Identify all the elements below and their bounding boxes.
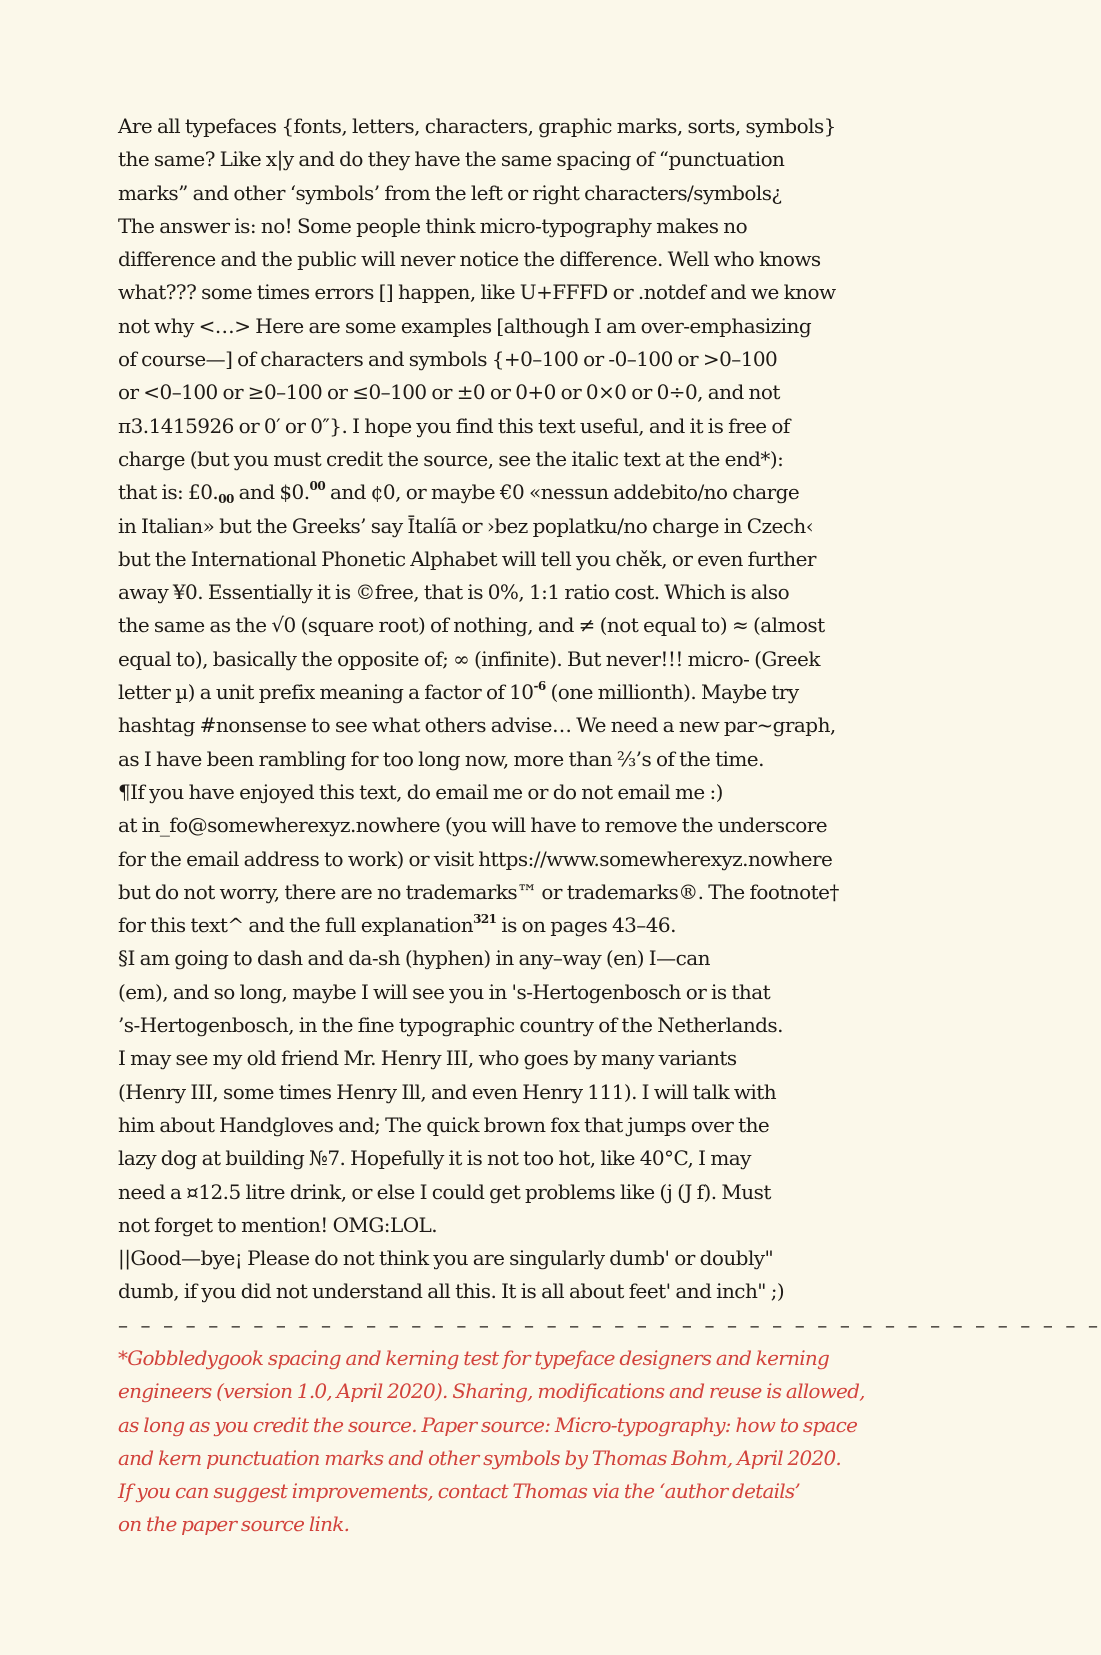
body-line: the same as the √0 (square root) of nothing, and ≠ (not equal to) ≈ (almost xyxy=(118,613,825,638)
footnote-line: as long as you credit the source. Paper source: Micro-typography: how to space xyxy=(118,1412,858,1437)
superscript: -6 xyxy=(533,679,546,694)
body-line: difference and the public will never notice the difference. Well who knows xyxy=(118,247,821,272)
body-line: for the email address to work) or visit https://www.somewherexyz.nowhere xyxy=(118,846,833,871)
body-line: not why <…> Here are some examples [although I am over-emphasizing xyxy=(118,313,812,338)
body-line: (em), and so long, maybe I will see you in 's-Hertogenbosch or is that xyxy=(118,979,771,1004)
body-line: the same? Like x|y and do they have the same spacing of “punctuation xyxy=(118,147,785,172)
body-line: ||Good—bye¡ Please do not think you are singularly dumb' or doubly" xyxy=(118,1246,774,1271)
body-line: at in_fo@somewherexyz.nowhere (you will have to remove the underscore xyxy=(118,813,828,838)
line-part: and $0. xyxy=(233,480,310,505)
body-line: lazy dog at building №7. Hopefully it is not too hot, like 40°C, I may xyxy=(118,1146,751,1171)
body-line: charge (but you must credit the source, see the italic text at the end*): xyxy=(118,446,784,471)
body-line: in Italian» but the Greeks’ say Ītalíā or ›bez poplatku/no charge in Czech‹ xyxy=(118,513,814,538)
body-text xyxy=(118,110,888,1309)
body-line: ’s-Hertogenbosch, in the fine typographic country of the Netherlands. xyxy=(118,1013,783,1038)
body-line xyxy=(118,676,888,709)
body-line: Are all typefaces {fonts, letters, characters, graphic marks, sorts, symbols} xyxy=(118,114,836,138)
footnote-line: and kern punctuation marks and other symbols by Thomas Bohm, April 2020. xyxy=(118,1445,842,1470)
body-line: not forget to mention! OMG:LOL. xyxy=(118,1212,438,1237)
body-line: what??? some times errors [] happen, like U+FFFD or .notdef and we know xyxy=(118,280,836,305)
body-line: or <0–100 or ≥0–100 or ≤0–100 or ±0 or 0+0 or 0×0 or 0÷0, and not xyxy=(118,380,780,405)
line-part: (one millionth). Maybe try xyxy=(545,680,799,705)
footnote-line: *Gobbledygook spacing and kerning test for typeface designers and kerning xyxy=(118,1345,830,1370)
body-line: ¶If you have enjoyed this text, do email me or do not email me :) xyxy=(118,779,723,804)
line-part: for this text^ and the full explanation xyxy=(118,913,474,938)
body-line xyxy=(118,909,888,942)
footnote-line: If you can suggest improvements, contact Thomas via the ‘author details’ xyxy=(118,1479,801,1504)
body-line: π3.1415926 or 0′ or 0″}. I hope you find this text useful, and it is free of xyxy=(118,413,790,438)
body-line: (Henry III, some times Henry Ill, and even Henry 111). I will talk with xyxy=(118,1079,777,1104)
body-line: but the International Phonetic Alphabet will tell you chěk, or even further xyxy=(118,546,816,571)
body-line: §I am going to dash and da-sh (hyphen) in any–way (en) I—can xyxy=(118,946,710,971)
footnote-line: engineers (version 1.0, April 2020). Sharing, modifications and reuse is allowed, xyxy=(118,1379,865,1404)
body-line: equal to), basically the opposite of; ∞ (infinite). But never!!! micro- (Greek xyxy=(118,646,820,671)
line-part: and ¢0, or maybe €0 «nessun addebito/no charge xyxy=(325,480,800,505)
body-line: dumb, if you did not understand all this. It is all about feet' and inch" ;) xyxy=(118,1279,785,1304)
body-line: need a ¤12.5 litre drink, or else I could get problems like (j (J f). Must xyxy=(118,1179,771,1204)
body-line: The answer is: no! Some people think micro-typography makes no xyxy=(118,213,748,238)
body-line: I may see my old friend Mr. Henry III, who goes by many variants xyxy=(118,1046,737,1071)
body-line: as I have been rambling for too long now, more than ⅔’s of the time. xyxy=(118,746,764,771)
line-part: is on pages 43–46. xyxy=(496,913,676,938)
line-part: letter µ) a unit prefix meaning a factor of 10 xyxy=(118,680,534,705)
body-line: away ¥0. Essentially it is ©free, that is 0%, 1:1 ratio cost. Which is also xyxy=(118,580,790,605)
footnote xyxy=(118,1342,888,1542)
subscript: 00 xyxy=(218,492,234,507)
body-line: of course—] of characters and symbols {+0–100 or -0–100 or >0–100 xyxy=(118,347,778,372)
footnote-line: on the paper source link. xyxy=(118,1512,350,1537)
body-line: but do not worry, there are no trademarks™ or trademarks®. The footnote† xyxy=(118,879,839,904)
body-line: him about Handgloves and; The quick brown fox that jumps over the xyxy=(118,1112,770,1137)
body-line xyxy=(118,476,888,509)
body-line: hashtag #nonsense to see what others advise… We need a new par~graph, xyxy=(118,713,836,738)
line-part: that is: £0. xyxy=(118,480,219,505)
body-line: marks” and other ‘symbols’ from the left or right characters/symbols¿ xyxy=(118,180,782,205)
superscript: 00 xyxy=(309,479,326,494)
dashed-divider: – – – – – – – – – – – – – – – – – – – – – – – – – – – – – – – – – – – – – – – – – – – – xyxy=(118,1312,1101,1337)
superscript: 321 xyxy=(473,912,497,927)
document-page xyxy=(118,110,1101,1542)
